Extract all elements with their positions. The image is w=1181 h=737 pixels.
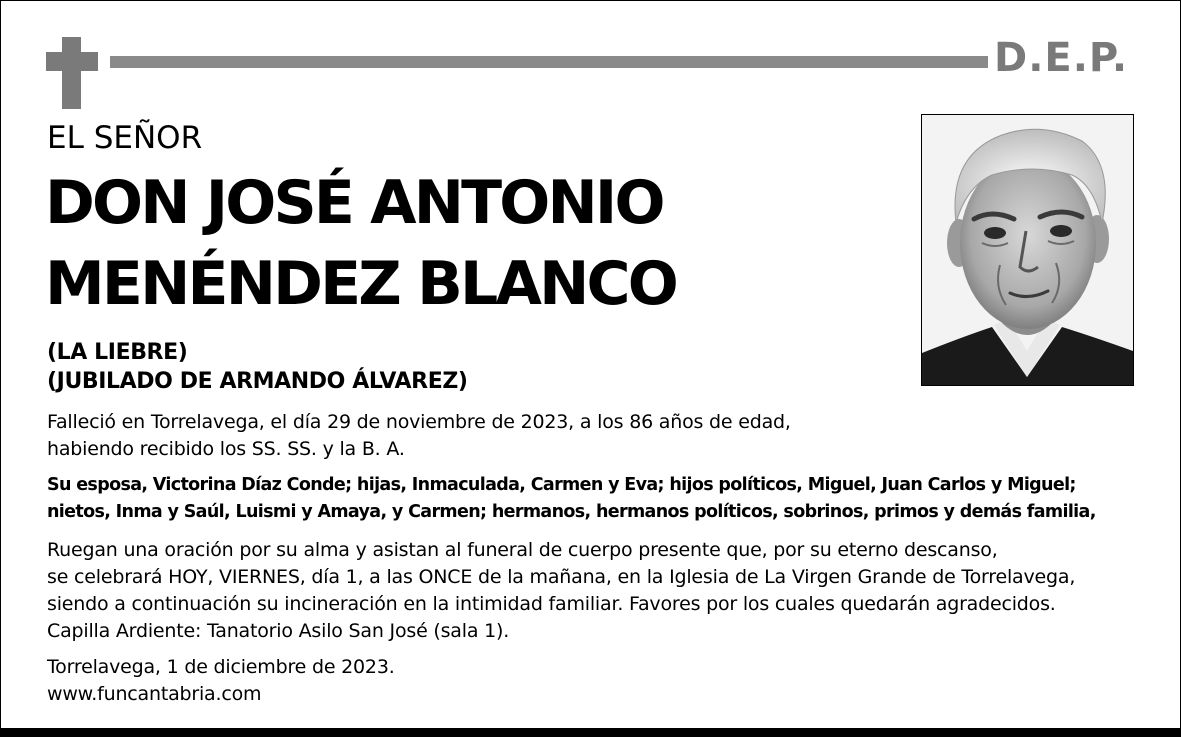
website-link[interactable]: www.funcantabria.com [47, 683, 262, 705]
funeral-request-line2: se celebrará HOY, VIERNES, día 1, a las ONCE de la mañana, en la Iglesia de La Virgen Grande de Torrelavega, [47, 566, 1076, 588]
funeral-request-line1: Ruegan una oración por su alma y asistan al funeral de cuerpo presente que, por su eterno descanso, [47, 539, 998, 561]
dep-heading: D.E.P. [994, 35, 1129, 81]
title-prefix: EL SEÑOR [47, 120, 203, 156]
death-announcement-line1: Falleció en Torrelavega, el día 29 de noviembre de 2023, a los 86 años de edad, [47, 411, 791, 433]
header-rule [110, 56, 988, 68]
bottom-border-bar [0, 728, 1181, 737]
funeral-request-line3: siendo a continuación su incineración en la intimidad familiar. Favores por los cuales quedarán agradecidos. [47, 593, 1056, 615]
funeral-request-line4: Capilla Ardiente: Tanatorio Asilo San José (sala 1). [47, 620, 510, 642]
family-list-line1: Su esposa, Victorina Díaz Conde; hijas, Inmaculada, Carmen y Eva; hijos políticos, Miguel, Juan Carlos y Miguel; [47, 475, 1076, 495]
death-announcement-line2: habiendo recibido los SS. SS. y la B. A. [47, 438, 405, 460]
signoff-place-date: Torrelavega, 1 de diciembre de 2023. [47, 656, 395, 678]
deceased-name-line2: MENÉNDEZ BLANCO [45, 249, 676, 319]
deceased-name-line1: DON JOSÉ ANTONIO [45, 168, 663, 238]
nickname: (LA LIEBRE) [47, 340, 188, 365]
portrait-photo [921, 114, 1134, 386]
occupation: (JUBILADO DE ARMANDO ÁLVAREZ) [47, 369, 468, 394]
family-list-line2: nietos, Inma y Saúl, Luismi y Amaya, y Carmen; hermanos, hermanos políticos, sobrinos, primos y demás familia, [47, 502, 1096, 522]
